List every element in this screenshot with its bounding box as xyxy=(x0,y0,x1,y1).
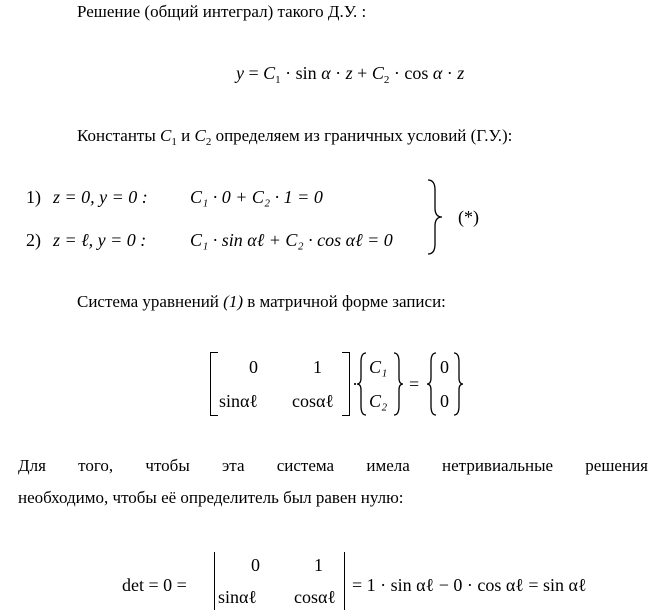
det-m12: 1 xyxy=(314,555,323,575)
vector-c1: C₁ xyxy=(369,357,388,377)
matrix-form-text: Система уравнений (1) в матричной форме записи: xyxy=(77,292,446,311)
left-curly-brace-icon xyxy=(356,352,368,416)
condition-1-label: 1) xyxy=(26,187,41,207)
right-curly-brace-icon xyxy=(392,352,404,416)
matrix-m22: cosαℓ xyxy=(292,391,335,411)
right-brace-icon xyxy=(426,178,446,256)
condition-1-values: z = 0, y = 0 : xyxy=(53,187,148,207)
intro-text: Решение (общий интеграл) такого Д.У. : xyxy=(77,2,367,21)
det-right-bar xyxy=(344,552,345,610)
det-lhs: det = 0 = xyxy=(122,575,187,595)
matrix-m21: sinαℓ xyxy=(219,391,259,411)
constants-text: Константы $C_1$ и $C_2$ определяем из граничных условий (Г.У.): xyxy=(77,126,513,148)
matrix-m12: 1 xyxy=(313,357,322,377)
condition-2-equation: C₁ · sin αℓ + C₂ · cos αℓ = 0 xyxy=(190,230,393,250)
paragraph-line-1: Для того, чтобы эта система имела нетривиальные решения xyxy=(18,456,648,475)
det-left-bar xyxy=(214,552,215,610)
right-curly-brace-icon-2 xyxy=(452,352,464,416)
condition-1-equation: C₁ · 0 + C₂ · 1 = 0 xyxy=(190,187,323,207)
general-solution-equation: $y = C_1 \cdot \sin \alpha \cdot z + C_2 \cdot \cos \alpha \cdot z$ xyxy=(236,63,465,86)
det-rhs: = 1 · sin αℓ − 0 · cos αℓ = sin αℓ xyxy=(352,575,587,595)
system-mark: (*) xyxy=(458,207,479,227)
matrix-m11: 0 xyxy=(249,357,258,377)
left-square-bracket xyxy=(210,352,218,416)
vector-c2: C₂ xyxy=(369,391,388,411)
det-m11: 0 xyxy=(251,555,260,575)
det-m21: sinαℓ xyxy=(218,587,258,607)
result-r2: 0 xyxy=(440,391,449,411)
equals-sign: = xyxy=(409,374,420,394)
paragraph-line-2: необходимо, чтобы её определитель был равен нулю: xyxy=(18,488,404,507)
det-m22: cosαℓ xyxy=(294,587,337,607)
result-r1: 0 xyxy=(440,357,449,377)
condition-2-label: 2) xyxy=(26,230,41,250)
dot-operator: · xyxy=(352,374,358,394)
left-curly-brace-icon-2 xyxy=(426,352,438,416)
condition-2-values: z = ℓ, y = 0 : xyxy=(53,230,147,250)
right-square-bracket xyxy=(342,352,350,416)
